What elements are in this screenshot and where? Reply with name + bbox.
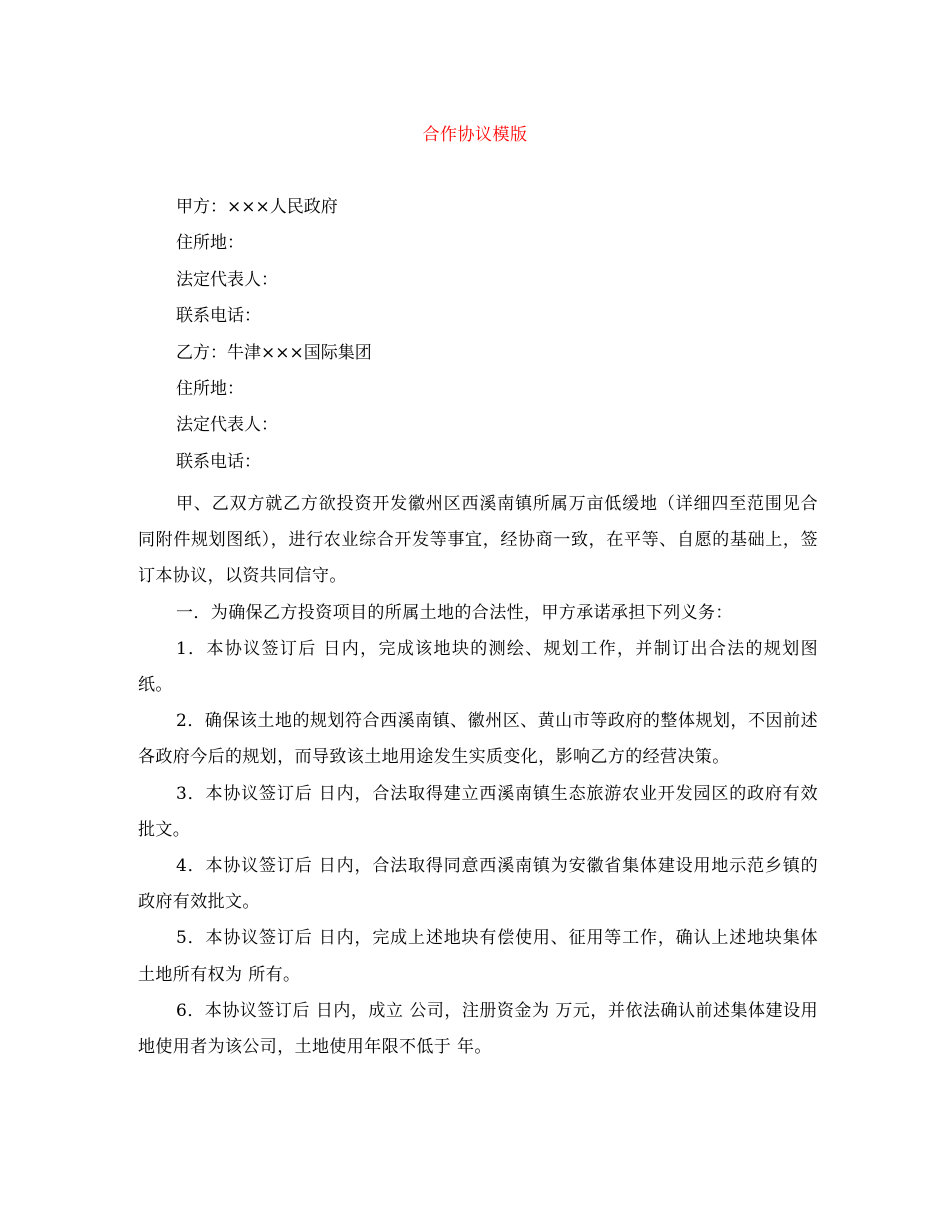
clause-3: 3．本协议签订后 日内，合法取得建立西溪南镇生态旅游农业开发园区的政府有效批文。 (138, 783, 818, 840)
party-b-phone: 联系电话： (176, 451, 261, 472)
clause-2: 2．确保该土地的规划符合西溪南镇、徽州区、黄山市等政府的整体规划，不因前述各政府今后的规划，而导致该土地用途发生实质变化，影响乙方的经营决策。 (138, 711, 818, 768)
document-title: 合作协议模版 (422, 125, 528, 145)
document-body (138, 486, 818, 1065)
party-b-representative: 法定代表人： (176, 415, 278, 436)
party-b-address: 住所地： (176, 378, 244, 399)
section-heading-obligations: 一．为确保乙方投资项目的所属土地的合法性，甲方承诺承担下列义务： (176, 602, 733, 623)
clause-6: 6．本协议签订后 日内，成立 公司，注册资金为 万元，并依法确认前述集体建设用地使用者为该公司，土地使用年限不低于 年。 (138, 1000, 818, 1058)
party-a-representative: 法定代表人： (176, 269, 278, 290)
party-a-address: 住所地： (176, 233, 244, 254)
intro-paragraph: 甲、乙双方就乙方欲投资开发徽州区西溪南镇所属万亩低缓地（详细四至范围见合同附件规划图纸），进行农业综合开发等事宜，经协商一致，在平等、自愿的基础上，签订本协议，以资共同信守。 (138, 494, 818, 587)
party-a-name: 甲方：×××人民政府 (176, 197, 338, 217)
clause-4: 4．本协议签订后 日内，合法取得同意西溪南镇为安徽省集体建设用地示范乡镇的政府有效批文。 (138, 856, 818, 913)
clause-5: 5．本协议签订后 日内，完成上述地块有偿使用、征用等工作，确认上述地块集体土地所有权为 所有。 (138, 928, 818, 985)
party-b-name: 乙方：牛津×××国际集团 (176, 342, 372, 363)
parties-block (176, 196, 816, 487)
party-a-phone: 联系电话： (176, 306, 261, 327)
clause-1: 1．本协议签订后 日内，完成该地块的测绘、规划工作，并制订出合法的规划图纸。 (138, 638, 818, 696)
